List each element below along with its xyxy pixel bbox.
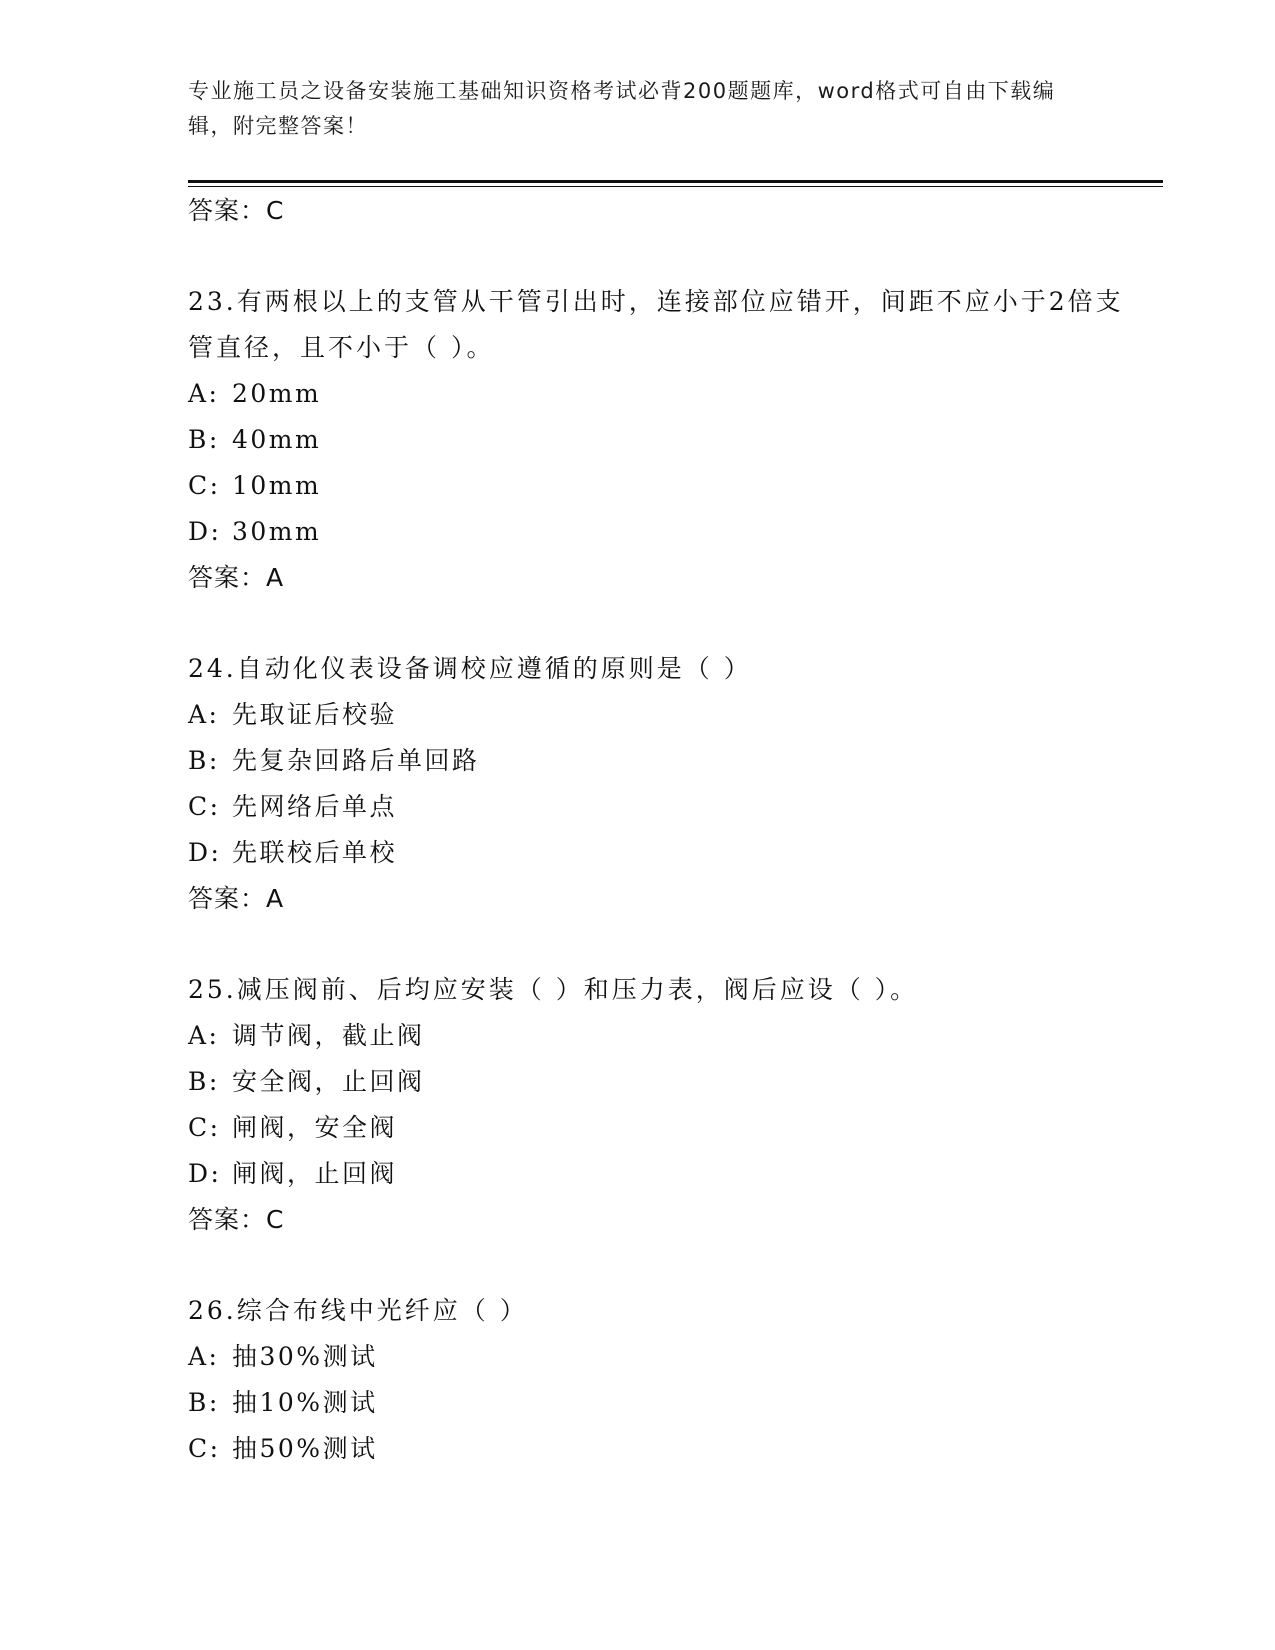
answer-line: 答案：C bbox=[188, 1205, 285, 1234]
option-text: 闸阀，止回阀 bbox=[232, 1159, 398, 1188]
option-letter: C: bbox=[188, 792, 221, 821]
option-letter: A: bbox=[188, 1021, 220, 1050]
option-letter: B: bbox=[188, 1388, 220, 1417]
option-letter: D: bbox=[188, 838, 222, 867]
option-text: 抽30%测试 bbox=[232, 1342, 378, 1371]
option-item bbox=[188, 738, 1148, 784]
option-item bbox=[188, 784, 1148, 830]
question-text: 24.自动化仪表设备调校应遵循的原则是（ ） bbox=[188, 654, 752, 683]
option-item bbox=[188, 1380, 1148, 1426]
option-text: 10mm bbox=[232, 471, 322, 500]
option-item bbox=[188, 692, 1148, 738]
option-item bbox=[188, 1059, 1148, 1105]
option-text: 安全阀，止回阀 bbox=[232, 1067, 425, 1096]
option-text: 闸阀，安全阀 bbox=[232, 1113, 398, 1142]
option-letter: A: bbox=[188, 379, 220, 408]
option-letter: C: bbox=[188, 1434, 221, 1463]
option-item bbox=[188, 509, 1148, 555]
option-text: 40mm bbox=[232, 425, 322, 454]
option-item bbox=[188, 1334, 1148, 1380]
answer-line: 答案：A bbox=[188, 563, 285, 592]
option-letter: A: bbox=[188, 700, 220, 729]
question-text: 25.减压阀前、后均应安装（ ）和压力表，阀后应设（ ）。 bbox=[188, 975, 919, 1004]
option-item bbox=[188, 463, 1148, 509]
option-item bbox=[188, 1151, 1148, 1197]
answer-line: 答案：A bbox=[188, 884, 285, 913]
option-text: 先网络后单点 bbox=[232, 792, 398, 821]
option-text: 抽50%测试 bbox=[232, 1434, 378, 1463]
option-text: 先联校后单校 bbox=[232, 838, 398, 867]
option-text: 20mm bbox=[232, 379, 322, 408]
option-item bbox=[188, 1013, 1148, 1059]
question-block bbox=[188, 1288, 1148, 1472]
option-item bbox=[188, 1105, 1148, 1151]
header-divider-thick bbox=[188, 180, 1163, 183]
option-text: 30mm bbox=[232, 517, 322, 546]
option-letter: B: bbox=[188, 425, 220, 454]
option-item bbox=[188, 1426, 1148, 1472]
option-text: 抽10%测试 bbox=[232, 1388, 378, 1417]
question-text: 23.有两根以上的支管从干管引出时，连接部位应错开，间距不应小于2倍支管直径，且不小于（ ）。 bbox=[188, 287, 1124, 362]
option-letter: C: bbox=[188, 471, 221, 500]
option-letter: D: bbox=[188, 517, 222, 546]
question-text: 26.综合布线中光纤应（ ） bbox=[188, 1296, 528, 1325]
option-text: 先取证后校验 bbox=[232, 700, 398, 729]
answer-line: 答案：C bbox=[188, 196, 285, 225]
header-divider-thin bbox=[188, 186, 1163, 187]
option-text: 先复杂回路后单回路 bbox=[232, 746, 480, 775]
option-letter: C: bbox=[188, 1113, 221, 1142]
option-item bbox=[188, 371, 1148, 417]
question-block bbox=[188, 967, 1148, 1243]
option-text: 调节阀，截止阀 bbox=[232, 1021, 425, 1050]
option-item bbox=[188, 417, 1148, 463]
option-item bbox=[188, 830, 1148, 876]
document-header: 专业施工员之设备安装施工基础知识资格考试必背200题题库，word格式可自由下载编辑，附完整答案！ bbox=[188, 79, 1056, 138]
option-letter: B: bbox=[188, 1067, 220, 1096]
option-letter: B: bbox=[188, 746, 220, 775]
question-list bbox=[188, 188, 1148, 1472]
question-block bbox=[188, 279, 1148, 601]
option-letter: D: bbox=[188, 1159, 222, 1188]
question-block bbox=[188, 646, 1148, 922]
option-letter: A: bbox=[188, 1342, 220, 1371]
